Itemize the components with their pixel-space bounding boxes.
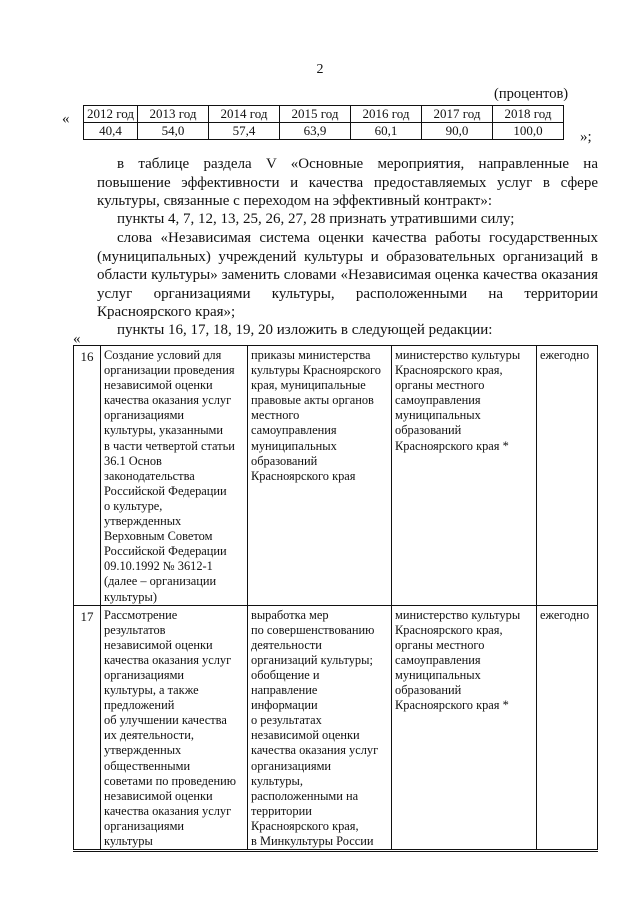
years-table bbox=[83, 105, 564, 140]
activity-line: организации проведения bbox=[104, 363, 235, 378]
result-line: качества оказания услуг bbox=[251, 743, 379, 758]
activity-line: культуры, а также bbox=[104, 683, 199, 698]
result-line: Красноярского края bbox=[251, 468, 356, 483]
result-line: Красноярского края, bbox=[251, 818, 359, 833]
activity-line: качества оказания услуг bbox=[104, 393, 232, 408]
result-line: культуры Красноярского bbox=[251, 363, 381, 378]
result-line: расположенными на bbox=[251, 788, 359, 803]
activity-line: об улучшении качества bbox=[104, 713, 227, 728]
activity-line: утвержденных bbox=[104, 743, 182, 758]
year-cell: 2013 год bbox=[138, 106, 209, 123]
result-line: направление bbox=[251, 683, 318, 698]
activity-line: Российской Федерации bbox=[104, 483, 227, 498]
responsible-line: министерство культуры bbox=[395, 348, 521, 362]
close-quote: »; bbox=[580, 129, 592, 145]
year-cell: 2015 год bbox=[280, 106, 351, 123]
value-cell: 100,0 bbox=[493, 123, 564, 140]
paragraph-invalidate: пункты 4, 7, 12, 13, 25, 26, 27, 28 признать утратившими силу; bbox=[117, 211, 515, 227]
result-line: по совершенствованию bbox=[251, 622, 375, 637]
responsible-line: Красноярского края, bbox=[395, 622, 503, 637]
activity-line: культуры, указанными bbox=[104, 423, 223, 438]
result-line: о результатах bbox=[251, 713, 322, 728]
years-header-row bbox=[84, 106, 564, 123]
activity-line: утвержденных bbox=[104, 514, 182, 529]
year-cell: 2014 год bbox=[209, 106, 280, 123]
year-cell: 2012 год bbox=[84, 106, 138, 123]
responsible-line: Красноярского края, bbox=[395, 363, 503, 378]
table-open-quote: « bbox=[73, 331, 81, 347]
activity-line: независимой оценки bbox=[104, 637, 213, 652]
activity-line: качества оказания услуг bbox=[104, 652, 232, 667]
paragraph-new-wording: пункты 16, 17, 18, 19, 20 изложить в следующей редакции: bbox=[117, 322, 493, 338]
activity-line: общественными bbox=[104, 758, 191, 773]
result-line: самоуправления bbox=[251, 423, 337, 438]
responsible-line: образований bbox=[395, 683, 462, 698]
responsible-line: Красноярского края * bbox=[395, 438, 509, 453]
table-row bbox=[74, 605, 598, 851]
responsible-line: самоуправления bbox=[395, 393, 481, 408]
responsible-cell bbox=[392, 605, 537, 851]
value-cell: 60,1 bbox=[351, 123, 422, 140]
row-number: 16 bbox=[74, 346, 101, 606]
activity-line: 36.1 Основ bbox=[104, 453, 162, 468]
activity-line: предложений bbox=[104, 698, 175, 713]
activity-cell bbox=[101, 605, 248, 851]
responsible-line: самоуправления bbox=[395, 652, 481, 667]
responsible-line: образований bbox=[395, 423, 462, 438]
activity-line: 09.10.1992 № 3612-1 bbox=[104, 559, 213, 574]
activity-line: организациями bbox=[104, 667, 185, 682]
result-line: выработка мер bbox=[251, 607, 329, 622]
activity-line: культуры bbox=[104, 834, 153, 848]
result-line: в Минкультуры России bbox=[251, 834, 374, 848]
activity-line: результатов bbox=[104, 622, 166, 637]
value-cell: 63,9 bbox=[280, 123, 351, 140]
activity-line: (далее – организации bbox=[104, 574, 217, 589]
result-line: организаций культуры; bbox=[251, 652, 373, 667]
table-row bbox=[74, 346, 598, 606]
responsible-line: Красноярского края * bbox=[395, 698, 509, 713]
measures-table bbox=[73, 345, 598, 852]
responsible-line: органы местного bbox=[395, 378, 485, 393]
responsible-line: органы местного bbox=[395, 637, 485, 652]
activity-line: Верховным Советом bbox=[104, 529, 213, 544]
responsible-cell bbox=[392, 346, 537, 606]
result-line: приказы министерства bbox=[251, 348, 371, 362]
year-cell: 2018 год bbox=[493, 106, 564, 123]
years-value-row bbox=[84, 123, 564, 140]
activity-cell bbox=[101, 346, 248, 606]
row-number: 17 bbox=[74, 605, 101, 851]
value-cell: 90,0 bbox=[422, 123, 493, 140]
responsible-line: муниципальных bbox=[395, 667, 481, 682]
result-line: культуры, bbox=[251, 773, 303, 788]
result-cell bbox=[248, 605, 392, 851]
responsible-line: муниципальных bbox=[395, 408, 481, 423]
result-line: местного bbox=[251, 408, 300, 423]
result-line: правовые акты органов bbox=[251, 393, 374, 408]
value-cell: 54,0 bbox=[138, 123, 209, 140]
result-line: независимой оценки bbox=[251, 728, 360, 743]
activity-line: организациями bbox=[104, 818, 185, 833]
responsible-line: министерство культуры bbox=[395, 607, 521, 622]
activity-line: в части четвертой статьи bbox=[104, 438, 235, 453]
activity-line: качества оказания услуг bbox=[104, 803, 232, 818]
result-line: организациями bbox=[251, 758, 332, 773]
activity-line: Российской Федерации bbox=[104, 544, 227, 559]
activity-line: законодательства bbox=[104, 468, 195, 483]
activity-line: культуры) bbox=[104, 589, 157, 604]
result-line: края, муниципальные bbox=[251, 378, 366, 393]
page-number: 2 bbox=[316, 62, 324, 77]
result-line: обобщение и bbox=[251, 667, 320, 682]
result-line: деятельности bbox=[251, 637, 322, 652]
activity-line: советами по проведению bbox=[104, 773, 236, 788]
activity-line: организациями bbox=[104, 408, 185, 423]
activity-line: их деятельности, bbox=[104, 728, 194, 743]
result-line: образований bbox=[251, 453, 318, 468]
year-cell: 2017 год bbox=[422, 106, 493, 123]
paragraph-section-v: в таблице раздела V «Основные мероприятия, направленные на повышение эффективности и качества предоставляемых услуг в сфере культуры, связанные с переходом на эффективный контракт»: bbox=[97, 156, 598, 209]
value-cell: 40,4 bbox=[84, 123, 138, 140]
year-cell: 2016 год bbox=[351, 106, 422, 123]
term-cell: ежегодно bbox=[537, 605, 598, 851]
open-quote: « bbox=[62, 111, 70, 127]
result-line: информации bbox=[251, 698, 318, 713]
activity-line: Рассмотрение bbox=[104, 607, 178, 622]
term-cell: ежегодно bbox=[537, 346, 598, 606]
result-line: территории bbox=[251, 803, 312, 818]
paragraph-replace-words: слова «Независимая система оценки качества работы государственных (муниципальных) учреждений культуры и образовательных организаций в области культуры» заменить словами «Независимая оценка качества оказания услуг организациями культуры, расположенными на территории Красноярского края»; bbox=[97, 230, 598, 320]
activity-line: независимой оценки bbox=[104, 788, 213, 803]
value-cell: 57,4 bbox=[209, 123, 280, 140]
activity-line: о культуре, bbox=[104, 498, 163, 513]
result-cell bbox=[248, 346, 392, 606]
unit-label: (процентов) bbox=[494, 86, 569, 102]
activity-line: Создание условий для bbox=[104, 348, 222, 362]
result-line: муниципальных bbox=[251, 438, 337, 453]
activity-line: независимой оценки bbox=[104, 378, 213, 393]
